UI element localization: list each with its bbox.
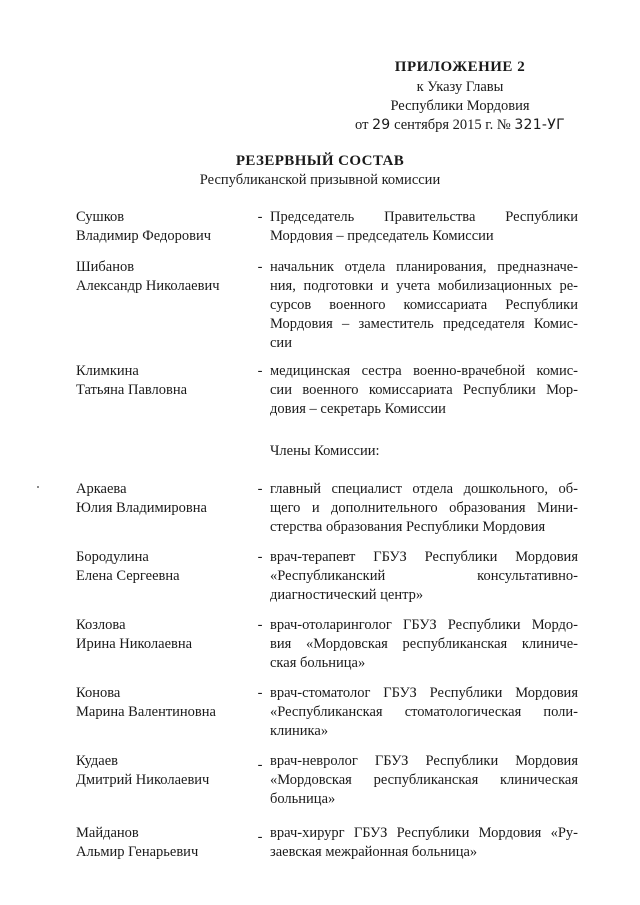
position-line: довия – секретарь Комиссии — [270, 401, 446, 417]
given-names: Дмитрий Николаевич — [76, 772, 210, 788]
given-names: Марина Валентиновна — [76, 704, 216, 720]
surname: Конова — [76, 685, 121, 701]
position-line: клиника» — [270, 723, 329, 739]
position-line: заевская межрайонная больница» — [270, 844, 478, 860]
position-line: врач-терапевт ГБУЗ Республики Мордовия — [270, 549, 578, 565]
position-description — [270, 824, 578, 862]
position-line: Мордовия – председатель Комиссии — [270, 228, 494, 244]
separator-dash: - — [257, 259, 263, 275]
separator-dash: - — [257, 549, 263, 565]
position-line: ния, подготовки и учета мобилизационных ре- — [270, 278, 578, 294]
document-header — [340, 58, 580, 135]
number-sign: № — [496, 117, 511, 133]
decree-date-line — [340, 116, 580, 135]
separator-dash: - — [257, 481, 263, 497]
position-description — [270, 258, 578, 353]
document-title — [0, 152, 640, 190]
separator-dash: - — [257, 757, 263, 773]
decree-reference: к Указу Главы — [416, 79, 504, 95]
position-line: ская больница» — [270, 655, 366, 671]
position-line: «Республиканский консультативно- — [270, 568, 578, 584]
person-name — [76, 616, 246, 654]
position-line: больница» — [270, 791, 336, 807]
separator-dash: - — [257, 685, 263, 701]
position-description — [270, 480, 578, 537]
position-description — [270, 752, 578, 809]
given-names: Александр Николаевич — [76, 278, 220, 294]
person-name — [76, 208, 246, 246]
person-name — [76, 684, 246, 722]
position-line: «Республиканская стоматологическая поли- — [270, 704, 578, 720]
position-line: вия «Мордовская республиканская клиниче- — [270, 636, 578, 652]
separator-dash: - — [257, 363, 263, 379]
position-line: начальник отдела планирования, предназначе- — [270, 259, 578, 275]
position-line: стерства образования Республики Мордовия — [270, 519, 546, 535]
person-name — [76, 824, 246, 862]
date-month-year: сентября 2015 г. — [394, 117, 494, 133]
title-main: РЕЗЕРВНЫЙ СОСТАВ — [235, 153, 405, 169]
person-name — [76, 258, 246, 296]
position-line: Мордовия – заместитель председателя Комис- — [270, 316, 578, 332]
given-names: Татьяна Павловна — [76, 382, 188, 398]
person-name — [76, 752, 246, 790]
position-line: сии военного комиссариата Республики Мор- — [270, 382, 578, 398]
position-line: сурсов военного комиссариата Республики — [270, 297, 578, 313]
surname: Майданов — [76, 825, 139, 841]
person-name — [76, 480, 246, 518]
members-heading: Члены Комиссии: — [270, 443, 380, 459]
position-description — [270, 208, 578, 246]
given-names: Ирина Николаевна — [76, 636, 193, 652]
position-line: врач-невролог ГБУЗ Республики Мордовия — [270, 753, 578, 769]
position-line: «Мордовская республиканская клиническая — [270, 772, 578, 788]
given-names: Елена Сергеевна — [76, 568, 180, 584]
position-line: врач-стоматолог ГБУЗ Республики Мордовия — [270, 685, 578, 701]
appendix-label: ПРИЛОЖЕНИЕ 2 — [394, 59, 526, 75]
surname: Козлова — [76, 617, 126, 633]
position-line: Председатель Правительства Республики — [270, 209, 578, 225]
republic-name: Республики Мордовия — [390, 98, 530, 114]
date-prefix: от — [355, 117, 369, 133]
position-line: щего и дополнительного образования Мини- — [270, 500, 578, 516]
surname: Кудаев — [76, 753, 119, 769]
position-line: сии — [270, 335, 292, 351]
position-line: врач-хирург ГБУЗ Республики Мордовия «Ру- — [270, 825, 578, 841]
position-description — [270, 684, 578, 741]
position-line: главный специалист отдела дошкольного, об- — [270, 481, 578, 497]
decree-number: 321-УГ — [514, 117, 565, 133]
separator-dash: - — [257, 829, 263, 845]
given-names: Юлия Владимировна — [76, 500, 207, 516]
position-line: врач-отоларинголог ГБУЗ Республики Мордо- — [270, 617, 578, 633]
position-description — [270, 548, 578, 605]
separator-dash: - — [257, 209, 263, 225]
person-name — [76, 548, 246, 586]
surname: Бородулина — [76, 549, 149, 565]
scan-speck — [37, 486, 39, 488]
title-sub: Республиканской призывной комиссии — [199, 172, 441, 188]
position-line: диагностический центр» — [270, 587, 424, 603]
surname: Шибанов — [76, 259, 135, 275]
given-names: Альмир Генарьевич — [76, 844, 199, 860]
surname: Сушков — [76, 209, 125, 225]
surname: Климкина — [76, 363, 139, 379]
given-names: Владимир Федорович — [76, 228, 212, 244]
position-line: медицинская сестра военно-врачебной комис- — [270, 363, 578, 379]
surname: Аркаева — [76, 481, 127, 497]
separator-dash: - — [257, 617, 263, 633]
date-day: 29 — [372, 117, 391, 133]
person-name — [76, 362, 246, 400]
position-description — [270, 616, 578, 673]
position-description — [270, 362, 578, 419]
